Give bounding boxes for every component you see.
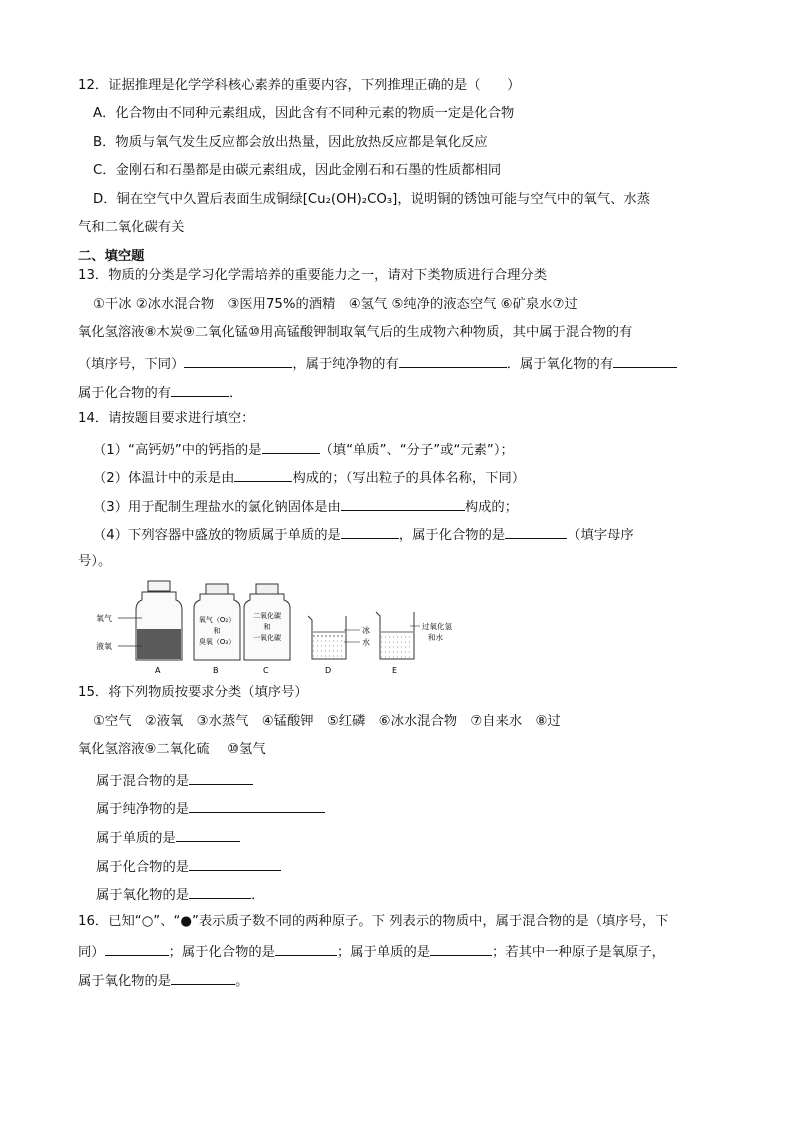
answer-blank[interactable] (189, 883, 251, 899)
label-c: C (263, 666, 269, 675)
q14-stem: 14．请按题目要求进行填空： (78, 411, 255, 426)
q16-line3 (78, 969, 248, 992)
q16-oxide-label: 属于氧化物的是 (78, 974, 172, 989)
label-liquid-oxygen: 液氧 (96, 642, 112, 651)
q13-line4 (78, 381, 242, 404)
q12-option-d-line1: D．铜在空气中久置后表面生成铜绿[Cu₂(OH)₂CO₃]，说明铜的锈蚀可能与空气中的氧气、水蒸 (93, 192, 651, 207)
bottle-b (194, 584, 240, 675)
section-heading-fill-in: 二、填空题 (78, 249, 145, 264)
q16-element-label: ；属于单质的是 (336, 945, 431, 960)
q16-line1: 16．已知“○”、“●”表示质子数不同的两种原子。下 列表示的物质中，属于混合物的是（填序号，下 (78, 914, 669, 929)
q16-oxygen-hint: ；若其中一种原子是氧原子， (492, 945, 665, 960)
q15-element-label: 属于单质的是 (96, 831, 176, 846)
q15-oxide-label: 属于氧化物的是 (96, 888, 190, 903)
label-c-line3: 一氧化碳 (253, 634, 281, 642)
q14-part3-text: （3）用于配制生理盐水的氯化钠固体是由 (93, 500, 341, 515)
answer-blank[interactable] (505, 523, 567, 539)
q12-option-a: A．化合物由不同种元素组成，因此含有不同种元素的物质一定是化合物 (93, 106, 515, 121)
bottle-a (96, 581, 182, 675)
q15-compound-label: 属于化合物的是 (96, 860, 190, 875)
answer-blank[interactable] (275, 940, 337, 956)
q15-element (96, 826, 240, 849)
q13-hint: （填序号，下同） (78, 357, 185, 372)
q15-mixture (96, 769, 253, 792)
answer-blank[interactable] (341, 523, 399, 539)
q14-part3 (93, 495, 518, 518)
q12-option-d-line2: 气和二氧化碳有关 (78, 220, 185, 235)
q16-text: 同） (78, 945, 105, 960)
answer-blank[interactable] (176, 826, 240, 842)
label-c-line1: 二氧化碳 (253, 612, 281, 620)
q14-part4-text: （4）下列容器中盛放的物质属于单质的是 (93, 528, 341, 543)
q15-mixture-label: 属于混合物的是 (96, 774, 190, 789)
q15-items-line1: ①空气 ②液氧 ③水蒸气 ④锰酸钾 ⑤红磷 ⑥冰水混合物 ⑦自来水 ⑧过 (93, 714, 561, 729)
q13-stem: 13．物质的分类是学习化学需培养的重要能力之一，请对下类物质进行合理分类 (78, 268, 548, 283)
containers-figure (92, 578, 452, 676)
label-e: E (392, 666, 398, 675)
q15-items-line2: 氧化氢溶液⑨二氧化硫 ⑩氢气 (78, 742, 266, 757)
label-a: A (155, 666, 161, 675)
label-d: D (325, 666, 332, 675)
answer-blank[interactable] (189, 797, 325, 813)
q16-compound-label: ；属于化合物的是 (168, 945, 275, 960)
q15-pure-label: 属于纯净物的是 (96, 802, 190, 817)
q15-stem: 15．将下列物质按要求分类（填序号） (78, 685, 308, 700)
q14-part1-hint: （填“单质”、“分子”或“元素”）； (319, 443, 514, 458)
answer-blank[interactable] (399, 352, 507, 368)
label-b-line3: 臭氧（O₃） (198, 638, 236, 646)
answer-blank[interactable] (613, 352, 677, 368)
answer-blank[interactable] (341, 495, 465, 511)
q13-items-line2: 氧化氢溶液⑧木炭⑨二氧化锰⑩用高锰酸钾制取氧气后的生成物六种物质，其中属于混合物的有 (78, 325, 633, 340)
q14-part2-text: （2）体温计中的汞是由 (93, 471, 235, 486)
q16-line2 (78, 940, 665, 963)
answer-blank[interactable] (105, 940, 169, 956)
q12-option-b: B．物质与氧气发生反应都会放出热量，因此放热反应都是氧化反应 (93, 135, 488, 150)
answer-blank[interactable] (184, 352, 292, 368)
beaker-d (308, 616, 370, 675)
q13-line3 (78, 352, 677, 375)
answer-blank[interactable] (171, 381, 229, 397)
label-c-line2: 和 (263, 623, 271, 631)
q12-stem: 12．证据推理是化学学科核心素养的重要内容，下列推理正确的是（ ） (78, 78, 521, 93)
beaker-e (376, 612, 452, 675)
label-b: B (213, 666, 219, 675)
q14-part1 (93, 438, 514, 461)
q14-part2 (93, 466, 525, 489)
q14-part3-hint: 构成的； (464, 500, 518, 515)
q15-pure (96, 797, 325, 820)
answer-blank[interactable] (234, 466, 292, 482)
answer-blank[interactable] (430, 940, 492, 956)
q13-compound-label: 属于化合物的有 (78, 386, 172, 401)
answer-blank[interactable] (189, 855, 281, 871)
q12-option-c: C．金刚石和石墨都是由碳元素组成，因此金刚石和石墨的性质都相同 (93, 163, 502, 178)
label-ice: 冰 (362, 626, 370, 635)
q14-part1-text: （1）“高钙奶”中的钙指的是 (93, 443, 262, 458)
label-e-line2: 和水 (428, 633, 443, 642)
q14-part4-cont: 号）。 (78, 554, 112, 569)
label-oxygen: 氧气 (96, 614, 112, 623)
answer-blank[interactable] (262, 438, 320, 454)
q13-oxide-label: ．属于氧化物的有 (506, 357, 614, 372)
q14-part4-hint: （填字母序 (567, 528, 634, 543)
q13-items-line1: ①干冰 ②冰水混合物 ③医用75%的酒精 ④氢气 ⑤纯净的液态空气 ⑥矿泉水⑦过 (93, 297, 578, 312)
label-water: 水 (362, 638, 370, 647)
q13-pure-label: ，属于纯净物的有 (292, 357, 399, 372)
period: ． (251, 888, 265, 903)
label-b-line1: 氧气（O₂） (198, 616, 236, 624)
label-b-line2: 和 (213, 627, 221, 635)
q14-part2-hint: 构成的；（写出粒子的具体名称，下同） (292, 471, 526, 486)
answer-blank[interactable] (189, 769, 253, 785)
q15-compound (96, 855, 281, 878)
q15-oxide (96, 883, 264, 906)
q14-part4 (93, 523, 634, 546)
q14-part4-compound: ，属于化合物的是 (398, 528, 506, 543)
period: ． (229, 386, 243, 401)
label-e-line1: 过氧化氢 (422, 622, 452, 631)
answer-blank[interactable] (171, 969, 235, 985)
period: 。 (235, 974, 249, 989)
bottle-c (244, 584, 290, 675)
